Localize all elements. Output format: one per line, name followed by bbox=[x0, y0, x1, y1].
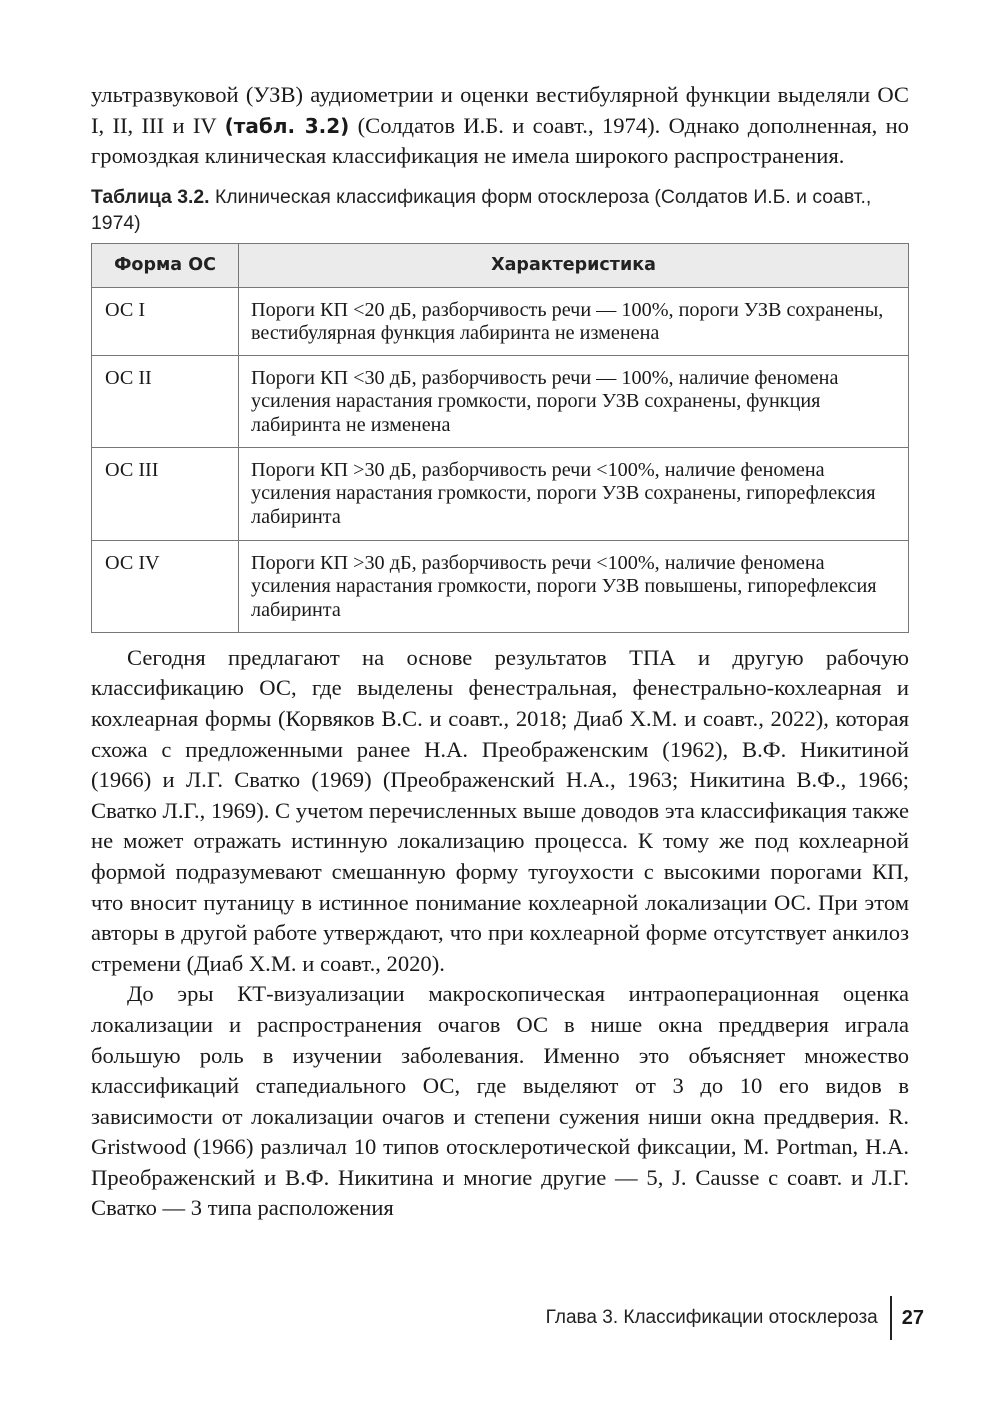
table-caption-label: Таблица 3.2. bbox=[91, 185, 210, 208]
row-description-cell: Пороги КП <30 дБ, разборчивость речи — 100%, наличие феномена усиления нарастания громкости, пороги УЗВ сохранены, функция лабиринта не изменена bbox=[239, 355, 909, 447]
page-footer bbox=[546, 1296, 924, 1340]
row-form-cell: ОС IV bbox=[92, 540, 239, 632]
body-paragraph-3: До эры КТ-визуализации макроскопическая интраоперационная оценка локализации и распространения очагов ОС в нише окна преддверия играла большую роль в изучении заболевания. Именно это объясняет множество классификаций стапедиального ОС, где выделяют от 3 до 10 его видов в зависимости от локализации очагов и степени сужения ниши окна преддверия. R. Gristwood (1966) различал 10 типов отосклеротической фиксации, M. Portman, Н.А. Преображенский и В.Ф. Никитина и многие другие — 5, J. Causse с соавт. и Л.Г. Сватко — 3 типа расположения bbox=[91, 981, 909, 1221]
row-description-cell: Пороги КП >30 дБ, разборчивость речи <100%, наличие феномена усиления нарастания громкости, пороги УЗВ сохранены, гипорефлексия лабиринта bbox=[239, 447, 909, 540]
table-row bbox=[92, 447, 909, 540]
page-number: 27 bbox=[901, 1306, 924, 1329]
header-form: Форма ОС bbox=[92, 243, 239, 287]
row-form-cell: ОС II bbox=[92, 355, 239, 447]
running-chapter-title: Глава 3. Классификации отосклероза bbox=[545, 1307, 878, 1328]
table-header-row bbox=[92, 243, 909, 287]
table-row bbox=[92, 540, 909, 632]
row-form-cell: ОС III bbox=[92, 447, 239, 540]
table-reference: (табл. 3.2) bbox=[224, 113, 350, 138]
table-row bbox=[92, 287, 909, 355]
intro-text-start: ультразвуковой (УЗВ) аудиометрии и оценки вестибулярной функции выделяли ОС I, II, III и IV bbox=[91, 82, 909, 138]
body-paragraph-2: Сегодня предлагают на основе результатов ТПА и другую рабочую классификацию ОС, где выделены фенестральная, фенестрально-кохлеарная и кохлеарная формы (Корвяков В.С. и соавт., 2018; Диаб Х.М. и соавт., 2022), которая схожа с предложенными ранее Н.А. Преображенским (1962), В.Ф. Никитиной (1966) и Л.Г. Сватко (1969) (Преображенский Н.А., 1963; Никитина В.Ф., 1966; Сватко Л.Г., 1969). С учетом перечисленных выше доводов эта классификация также не может отражать истинную локализацию процесса. К тому же под кохлеарной формой подразумевают смешанную форму тугоухости с высокими порогами КП, что вносит путаницу в истинное понимание кохлеарной локализации ОС. При этом авторы в другой работе утверждают, что при кохлеарной форме отсутствует анкилоз стремени (Диаб Х.М. и соавт., 2020). bbox=[91, 644, 909, 976]
row-description-cell: Пороги КП >30 дБ, разборчивость речи <100%, наличие феномена усиления нарастания громкости, пороги УЗВ повышены, гипорефлексия лабиринта bbox=[239, 540, 909, 632]
table-caption-text: Клиническая классификация форм отосклероза (Солдатов И.Б. и соавт., 1974) bbox=[91, 185, 872, 234]
row-form-cell: ОС I bbox=[92, 287, 239, 355]
table-caption bbox=[91, 184, 909, 236]
intro-text-end: (Солдатов И.Б. и соавт., 1974). Однако дополненная, но громоздкая клиническая классификация не имела широкого распространения. bbox=[91, 112, 909, 169]
intro-paragraph bbox=[91, 80, 909, 172]
header-characteristic: Характеристика bbox=[239, 243, 909, 287]
page-content bbox=[91, 80, 909, 1224]
row-description-cell: Пороги КП <20 дБ, разборчивость речи — 100%, пороги УЗВ сохранены, вестибулярная функция лабиринта не изменена bbox=[239, 287, 909, 355]
classification-table bbox=[91, 243, 909, 633]
table-row bbox=[92, 355, 909, 447]
